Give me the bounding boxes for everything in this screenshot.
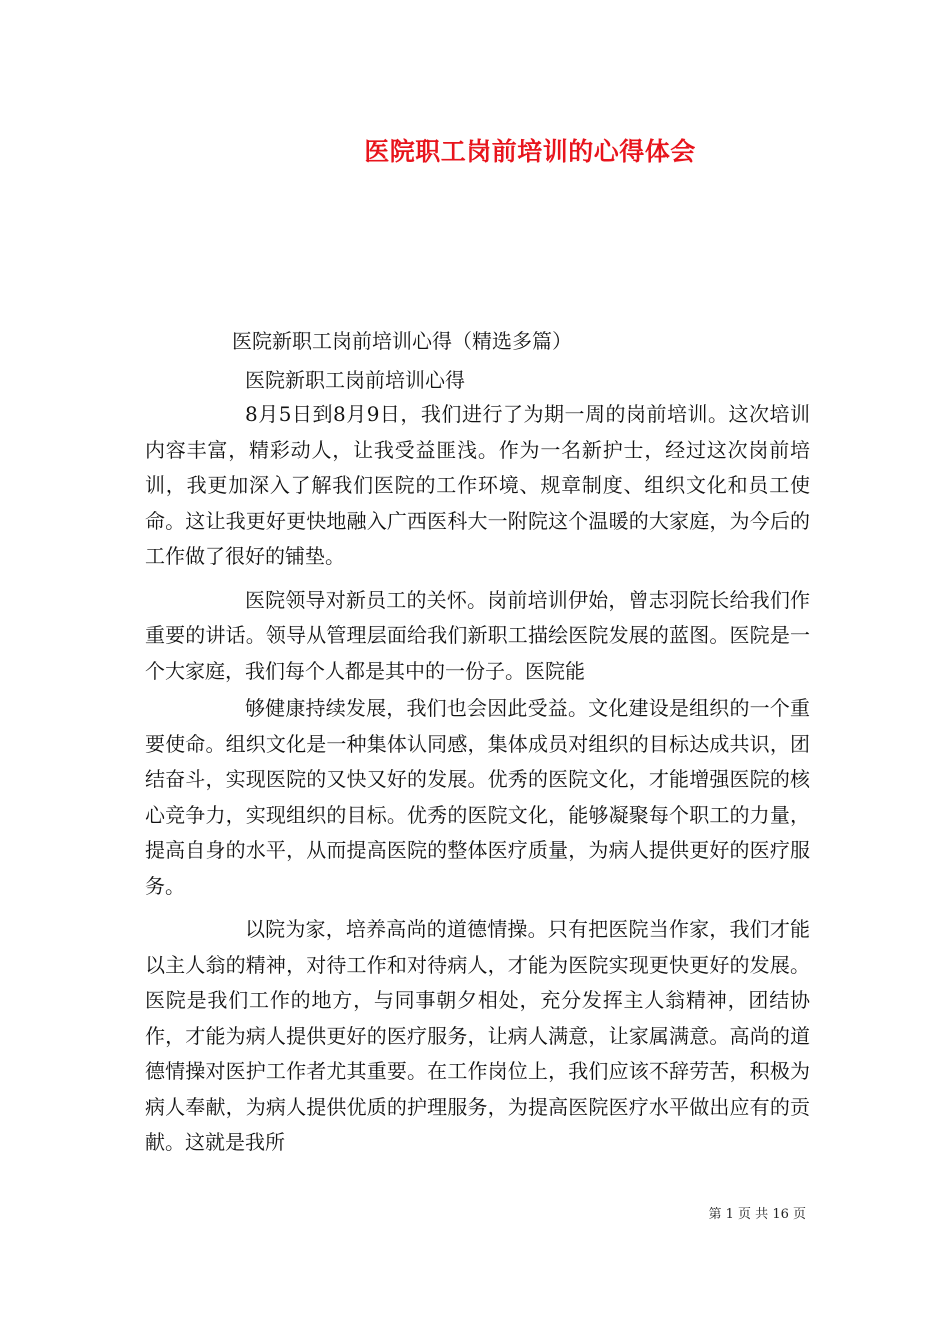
paragraph-2: 医院领导对新员工的关怀。岗前培训伊始，曾志羽院长给我们作重要的讲话。领导从管理层面给我们新职工描绘医院发展的蓝图。医院是一个大家庭，我们每个人都是其中的一份子。医院能 [145,587,810,683]
document-title: 医院职工岗前培训的心得体会 [364,137,696,166]
document-body [145,397,810,1169]
section-heading: 医院新职工岗前培训心得 [245,368,465,392]
page-number: 第 1 页 共 16 页 [708,1207,806,1222]
document-subtitle: 医院新职工岗前培训心得（精选多篇） [232,329,572,353]
paragraph-1: 8月5日到8月9日，我们进行了为期一周的岗前培训。这次培训内容丰富，精彩动人，让我受益匪浅。作为一名新护士，经过这次岗前培训，我更加深入了解我们医院的工作环境、规章制度、组织文化和员工使命。这让我更好更快地融入广西医科大一附院这个温暖的大家庭，为今后的工作做了很好的铺垫。 [145,402,810,568]
paragraph-4: 以院为家，培养高尚的道德情操。只有把医院当作家，我们才能以主人翁的精神，对待工作和对待病人，才能为医院实现更快更好的发展。医院是我们工作的地方，与同事朝夕相处，充分发挥主人翁精神，团结协作，才能为病人提供更好的医疗服务，让病人满意，让家属满意。高尚的道德情操对医护工作者尤其重要。在工作岗位上，我们应该不辞劳苦，积极为病人奉献，为病人提供优质的护理服务，为提高医院医疗水平做出应有的贡献。这就是我所 [145,917,810,1154]
paragraph-3: 够健康持续发展，我们也会因此受益。文化建设是组织的一个重要使命。组织文化是一种集体认同感，集体成员对组织的目标达成共识，团结奋斗，实现医院的又快又好的发展。优秀的医院文化，才能增强医院的核心竞争力，实现组织的目标。优秀的医院文化，能够凝聚每个职工的力量，提高自身的水平，从而提高医院的整体医疗质量，为病人提供更好的医疗服务。 [145,696,810,898]
